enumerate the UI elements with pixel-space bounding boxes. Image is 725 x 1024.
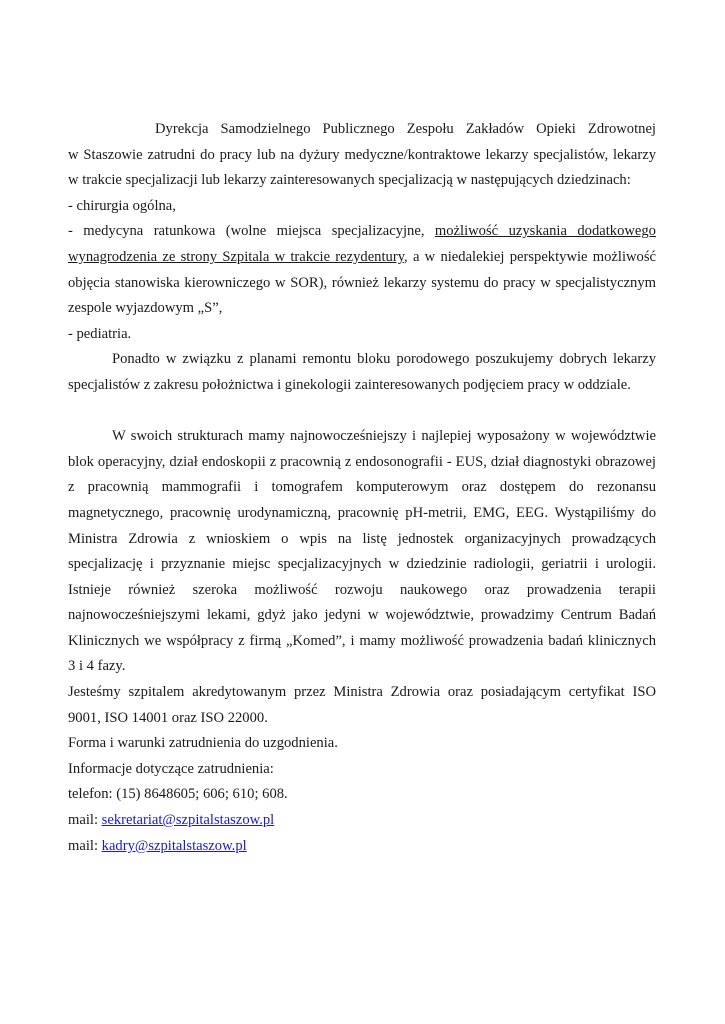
paragraph-spacer xyxy=(68,399,656,425)
list-item-medycyna-text: - medycyna ratunkowa (wolne miejsca specjalizacyjne, xyxy=(68,223,435,240)
email-link-kadry[interactable]: kadry@szpitalstaszow.pl xyxy=(101,837,247,854)
paragraph3-line1: W swoich strukturach mamy najnowocześniejszy i najlepiej wyposażony w województwie xyxy=(112,428,656,445)
paragraph2-line1: Ponadto w związku z planami remontu bloku porodowego poszukujemy dobrych lekarzy xyxy=(112,351,656,368)
paragraph1-line1: Dyrekcja Samodzielnego Publicznego Zespołu Zakładów Opieki Zdrowotnej xyxy=(155,121,656,137)
underlined-text-1: możliwość uzyskania dodatkowego xyxy=(434,223,656,240)
list-item-medycyna-line1 xyxy=(68,219,656,245)
employment-terms: Forma i warunki zatrudnienia do uzgodnienia. xyxy=(68,735,338,752)
paragraph1-line2: w Staszowie zatrudni do pracy lub na dyżury medyczne/kontraktowe lekarzy specjalistów, lekarzy xyxy=(68,146,656,163)
paragraph3-line8: najnowocześniejszymi lekami, gdyż jako jedyni w województwie, prowadzimy Centrum Badań xyxy=(68,607,656,624)
list-item-pediatria: - pediatria. xyxy=(68,325,132,342)
underlined-text-2: wynagrodzenia ze strony Szpitala w trakcie rezydentury xyxy=(68,248,405,265)
mail-label: mail: xyxy=(68,812,102,829)
list-item-medycyna-line4: zespole wyjazdowym „S”, xyxy=(68,300,223,317)
mail-line-2 xyxy=(68,834,656,860)
paragraph3-line9: Klinicznych we współpracy z firmą „Komed”, i mamy możliwość prowadzenia badań klinicznych xyxy=(68,632,656,649)
paragraph2-line2: specjalistów z zakresu położnictwa i ginekologii zainteresowanych podjęciem pracy w oddziale. xyxy=(68,376,631,393)
document-body xyxy=(68,117,656,859)
paragraph3-line2: blok operacyjny, dział endoskopii z pracownią z endosonografii - EUS, dział diagnostyki obrazowej xyxy=(68,453,656,470)
info-heading: Informacje dotyczące zatrudnienia: xyxy=(68,760,274,777)
phone-numbers: telefon: (15) 8648605; 606; 610; 608. xyxy=(68,786,288,803)
paragraph4-line2: 9001, ISO 14001 oraz ISO 22000. xyxy=(68,709,268,726)
paragraph3-line10: 3 i 4 fazy. xyxy=(68,658,126,675)
list-item-chirurgia: - chirurgia ogólna, xyxy=(68,197,176,214)
mail-line-1 xyxy=(68,808,656,834)
mail-label: mail: xyxy=(68,837,102,854)
email-link-sekretariat[interactable]: sekretariat@szpitalstaszow.pl xyxy=(101,812,275,829)
paragraph3-line6: specjalizację i przyznanie miejsc specjalizacyjnych w dziedzinie radiologii, geriatrii i urologii. xyxy=(68,556,656,573)
paragraph1-line3: w trakcie specjalizacji lub lekarzy zainteresowanych specjalizacją w następujących dziedzinach: xyxy=(68,172,631,189)
list-item-medycyna-line2 xyxy=(68,245,656,271)
paragraph3-line7: Istnieje również szeroka możliwość rozwoju naukowego oraz prowadzenia terapii xyxy=(68,581,656,598)
list-item-medycyna-line3: objęcia stanowiska kierowniczego w SOR), również lekarzy systemu do pracy w specjalistycznym xyxy=(68,274,656,291)
paragraph3-line4: magnetycznego, pracownię urodynamiczną, pracownię pH-metrii, EMG, EEG. Wystąpiliśmy do xyxy=(68,504,656,521)
paragraph3-line5: Ministra Zdrowia z wnioskiem o wpis na listę jednostek organizacyjnych prowadzących xyxy=(68,530,656,547)
list-item-medycyna-text-2: , a w niedalekiej perspektywie możliwość xyxy=(404,248,656,265)
paragraph4-line1: Jesteśmy szpitalem akredytowanym przez Ministra Zdrowia oraz posiadającym certyfikat ISO xyxy=(68,684,656,701)
paragraph3-line3: z pracownią mammografii i tomografem komputerowym oraz dostępem do rezonansu xyxy=(68,479,656,496)
